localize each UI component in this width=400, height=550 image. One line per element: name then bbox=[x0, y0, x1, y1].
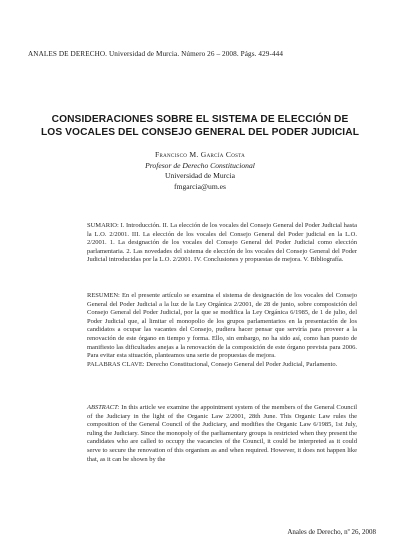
summary-block bbox=[87, 222, 357, 265]
author-role: Profesor de Derecho Constitucional bbox=[145, 160, 255, 170]
abstract-lead: ABSTRACT: bbox=[87, 404, 120, 411]
article-title bbox=[20, 114, 380, 139]
abstract-paragraph bbox=[87, 404, 357, 464]
page-footer: Anales de Derecho, nº 26, 2008 bbox=[287, 528, 376, 536]
resumen-block bbox=[87, 292, 357, 369]
author-name: Francisco M. García Costa bbox=[154, 150, 246, 159]
author-affiliation: Universidad de Murcia bbox=[164, 171, 235, 181]
author-block bbox=[100, 150, 300, 192]
author-email[interactable]: fmgarcia@um.es bbox=[174, 181, 226, 191]
keywords-text: PALABRAS CLAVE: Derecho Constitucional, Consejo General del Poder Judicial, Parlamento. bbox=[87, 360, 338, 368]
summary-text: SUMARIO: I. Introducción. II. La elección de los vocales del Consejo General del Poder Judicial hasta la L.O. 2/2001. III. La elección de los vocales del Consejo General del Poder judicial en la L.O. 2/2001. 1. La designación de los vocales del Consejo General del Poder Judicial como elección parlamentaria. 2. Las novedades del sistema de elección de los vocales del Consejo General del Poder Judicial introducidas por la L.O. 2/2001. IV. Conclusiones y propuestas de mejora. V. Bibliografía. bbox=[87, 222, 357, 264]
abstract-block bbox=[87, 404, 357, 464]
article-title-line-2: LOS VOCALES DEL CONSEJO GENERAL DEL PODER JUDICIAL bbox=[40, 126, 360, 138]
article-title-line-1: CONSIDERACIONES SOBRE EL SISTEMA DE ELECCIÓN DE bbox=[51, 114, 349, 125]
resumen-text: RESUMEN: En el presente artículo se examina el sistema de designación de los vocales del Consejo General del Poder Judicial a la luz de la Ley Orgánica 2/2001, de 28 de junio, sobre composición del Consejo General del Poder Judicial, por la que se modifica la Ley Orgánica 6/1985, de 1 de julio, del Poder Judicial que, al limitar el monopolio de los grupos parlamentarios en la presentación de los candidatos a ocupar las vacantes del Consejo, pudiera hacer pensar que serviría para proveer a la renovación de este órgano en tiempo y forma. Ello, sin embargo, no ha sido así, como han puesto de manifiesto las dificultades anejas a la renovación de la composición de este órgano prevista para 2006. Para evitar esta situación, planteamos una serie de propuestas de mejora. bbox=[87, 292, 357, 360]
abstract-text: In this article we examine the appointment system of the members of the General Council of the Judiciary in the light of the Organic Law 2/2001, 28th June. This Organic Law rules the composition of the General Council of the Judiciary, and modifies the Organic Law 6/1985, 1st July, ruling the Judiciary. Since the monopoly of the parliamentary groups is restricted when they present the candidates who are called to occupy the vacancies of the Council, it could be interpreted as it could serve to secure the renovation of this organism as and when required. However, it does not happen like that, as it can be shown by the bbox=[87, 404, 357, 463]
running-head: ANALES DE DERECHO. Universidad de Murcia. Número 26 – 2008. Págs. 429-444 bbox=[28, 50, 284, 58]
